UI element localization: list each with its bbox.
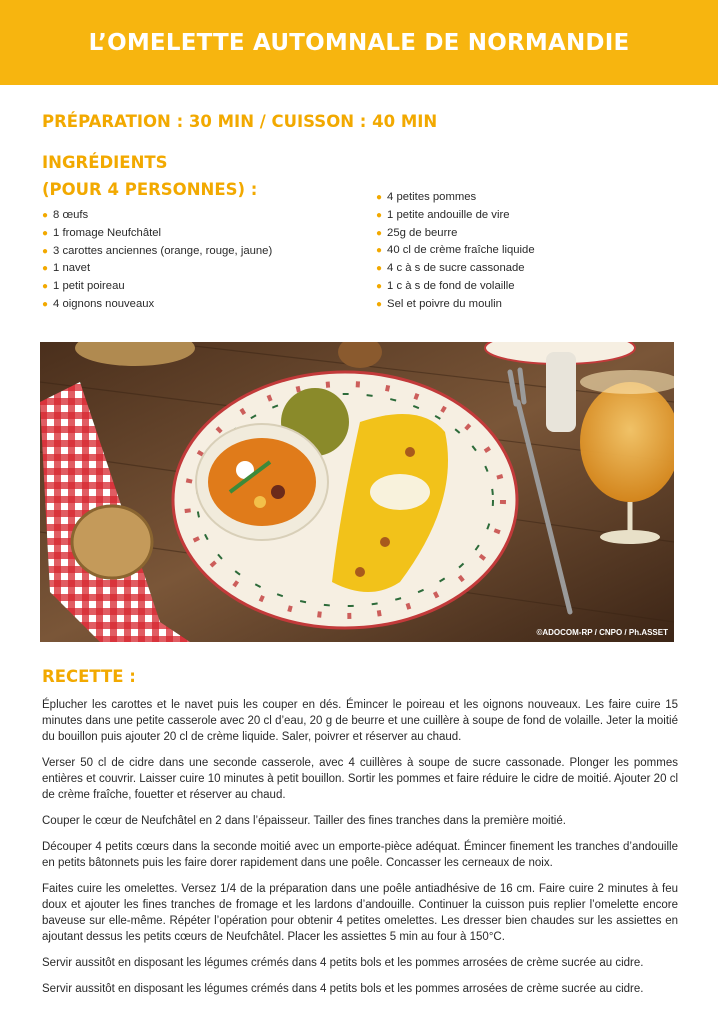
dish-illustration — [40, 342, 674, 642]
bullet-icon: ● — [42, 227, 49, 239]
ingredient-item: ● 4 petites pommes — [376, 191, 477, 203]
recipe-heading: RECETTE : — [42, 667, 136, 686]
photo-credit: ©ADOCOM-RP / CNPO / Ph.ASSET — [536, 628, 668, 637]
bullet-icon: ● — [42, 245, 49, 257]
ingredients-heading-line2: (POUR 4 PERSONNES) : — [42, 180, 258, 199]
recipe-step: Faites cuire les omelettes. Versez 1/4 de la préparation dans une poêle antiadhésive de 16 cm. Faire cuire 2 minutes à feu doux et ajouter les fines tranches de fromage et les lardons d’andouille. Continuer la cuisson puis replier l’omelette encore baveuse sur elle-même. Répéter l’opération pour obtenir 4 petites omelettes. Les dresser bien chaudes sur les assiettes en ajoutant dessus les petits cœurs de Neufchâtel. Placer les assiettes 5 min au four à 150°C. — [42, 883, 678, 943]
ingredient-item: ● 3 carottes anciennes (orange, rouge, jaune) — [42, 244, 273, 257]
bullet-icon: ● — [376, 227, 383, 239]
ingredient-item: ● 1 fromage Neufchâtel — [42, 226, 162, 239]
bullet-icon: ● — [376, 209, 383, 221]
ingredient-item: ● Sel et poivre du moulin — [376, 297, 502, 310]
bullet-icon: ● — [42, 298, 49, 310]
title-banner — [0, 0, 718, 85]
recipe-steps — [42, 697, 678, 1007]
ingredient-item: ● 8 œufs — [42, 209, 89, 221]
bullet-icon: ● — [376, 280, 383, 292]
bullet-icon: ● — [376, 298, 383, 310]
ingredient-item: ● 1 c à s de fond de volaille — [376, 279, 515, 292]
ingredient-item: ● 1 petit poireau — [42, 280, 125, 293]
bullet-icon: ● — [376, 192, 383, 203]
ingredient-item: ● 25g de beurre — [376, 226, 458, 239]
ingredient-item: ● 40 cl de crème fraîche liquide — [376, 244, 535, 257]
ingredient-item: ● 4 oignons nouveaux — [42, 297, 155, 310]
recipe-step: Découper 4 petits cœurs dans la seconde moitié avec un emporte-pièce adéquat. Émincer finement les tranches d’andouille en petits bâtonnets puis les faire dorer rapidement dans une poêle. Concasser les cerneaux de noix. — [42, 841, 678, 869]
ingredients-heading-line1: INGRÉDIENTS — [42, 153, 168, 172]
recipe-step: Couper le cœur de Neufchâtel en 2 dans l’épaisseur. Tailler des fines tranches dans la première moitié. — [42, 815, 566, 827]
salt-shaker — [546, 352, 576, 432]
bullet-icon: ● — [376, 263, 383, 275]
recipe-step: Servir aussitôt en disposant les légumes crémés dans 4 petits bols et les pommes arrosées de crème sucrée au cidre. — [42, 983, 644, 995]
bullet-icon: ● — [42, 281, 49, 293]
dish-photo — [40, 342, 674, 642]
ingredient-item: ● 4 c à s de sucre cassonade — [376, 262, 525, 275]
ingredients-list-right — [376, 189, 535, 314]
recipe-step: Éplucher les carottes et le navet puis les couper en dés. Émincer le poireau et les oignons nouveaux. Les faire cuire 15 minutes dans une petite casserole avec 20 cl d’eau, 20 g de beurre et une cuillère à soupe de fond de volaille. Jeter la moitié du bouillon puis ajouter 20 cl de crème liquide. Saler, poivrer et réserver au chaud. — [42, 699, 678, 743]
recipe-step: Verser 50 cl de cidre dans une seconde casserole, avec 4 cuillères à soupe de sucre cassonade. Plonger les pommes entières et couvrir. Laisser cuire 10 minutes à petit bouillon. Sortir les pommes et faire réduire le cidre de moitié. Ajouter 20 cl de crème fraîche, fouetter et réserver au chaud. — [42, 757, 678, 801]
ingredients-heading — [42, 149, 257, 203]
bullet-icon: ● — [376, 245, 383, 257]
page-title: L’OMELETTE AUTOMNALE DE NORMANDIE — [88, 29, 630, 56]
prep-time: PRÉPARATION : 30 MIN / CUISSON : 40 MIN — [42, 112, 438, 131]
ingredients-list-left — [42, 207, 272, 314]
ingredient-item: ● 1 petite andouille de vire — [376, 208, 510, 221]
ingredient-item: ● 1 navet — [42, 262, 91, 275]
bullet-icon: ● — [42, 210, 49, 221]
vegetable-bowl — [196, 424, 328, 540]
recipe-step: Servir aussitôt en disposant les légumes crémés dans 4 petits bols et les pommes arrosées de crème sucrée au cidre. — [42, 957, 644, 969]
bullet-icon: ● — [42, 263, 49, 275]
